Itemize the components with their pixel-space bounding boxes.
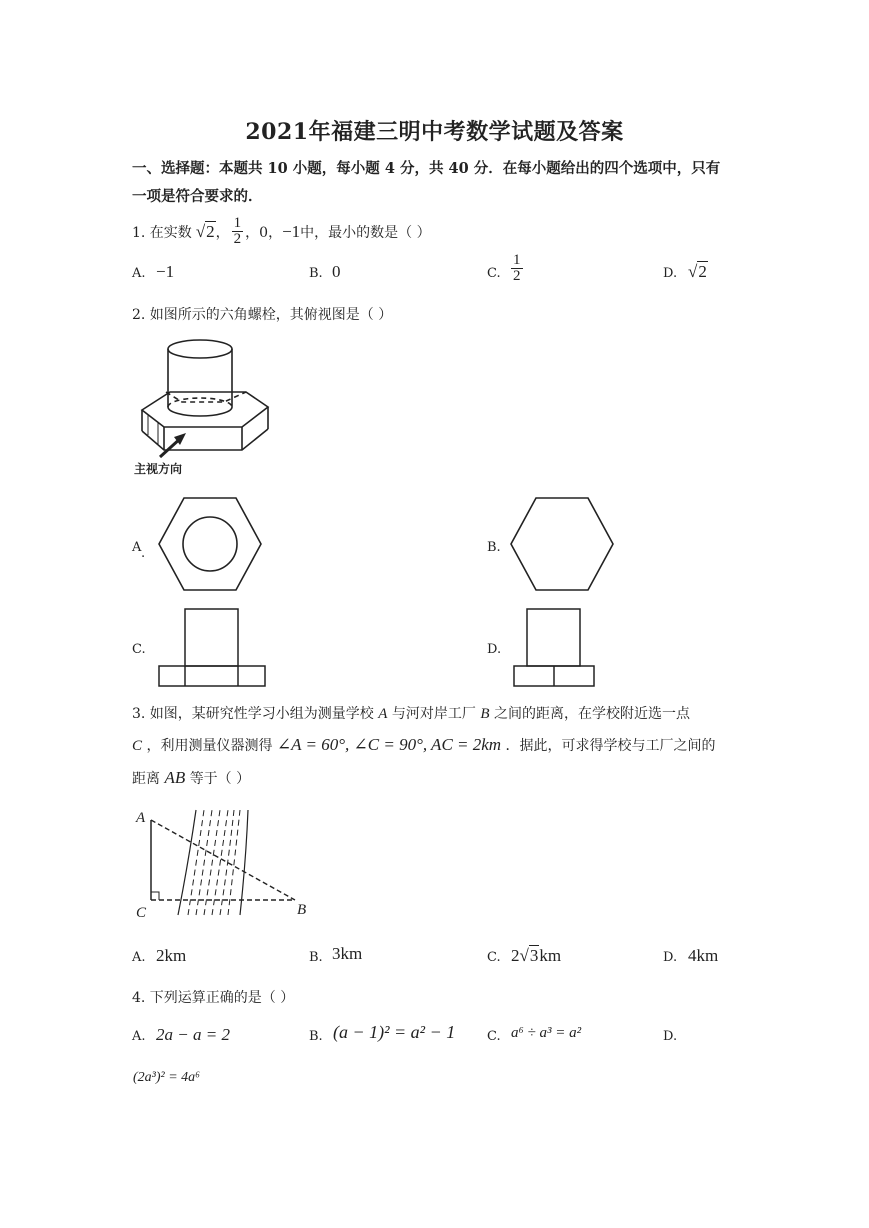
q2-option-b-label: B. bbox=[487, 540, 501, 555]
q2-option-d-front-view-two-blocks bbox=[512, 607, 598, 689]
q3-option-d-label: D. bbox=[663, 950, 678, 965]
q4-option-b-label: B. bbox=[309, 1029, 323, 1044]
q1-option-b-value: 0 bbox=[332, 262, 341, 281]
q2-option-c-label: C. bbox=[132, 642, 146, 657]
q1-option-a-label: A. bbox=[132, 266, 146, 281]
q1-sqrt-arg: 2 bbox=[206, 221, 215, 241]
q3-text-g: 等于（ ） bbox=[189, 771, 251, 787]
question-2-stem: 2. 如图所示的六角螺栓，其俯视图是（ ） bbox=[132, 307, 393, 323]
q3-option-a-value: 2km bbox=[156, 946, 187, 965]
q3-c-unit: km bbox=[539, 946, 562, 965]
q3-text-e: ．据此，可求得学校与工厂之间的 bbox=[505, 738, 716, 754]
q1-option-a-value: −1 bbox=[156, 262, 175, 281]
q3-var-a: A bbox=[378, 706, 388, 722]
q3-var-ab: AB bbox=[164, 768, 186, 787]
q1-frac-den: 2 bbox=[233, 231, 242, 247]
q1-option-c-fraction bbox=[511, 253, 523, 284]
q1-option-b-label: B. bbox=[309, 266, 323, 281]
bolt-cylinder-top bbox=[168, 340, 232, 358]
q1-frac-num: 1 bbox=[233, 215, 242, 231]
q3-c-radicand: 3 bbox=[529, 946, 539, 965]
q3-option-b-value: 3km bbox=[332, 944, 363, 963]
q3-option-c-value: 2√3km bbox=[511, 946, 562, 965]
q3-text-d: ，利用测量仪器测得 bbox=[146, 738, 273, 754]
q2-option-d-label: D. bbox=[487, 642, 502, 657]
section-header-line1: 一、选择题：本题共 10 小题，每小题 4 分，共 40 分．在每小题给出的四个选项中，只有 bbox=[132, 160, 721, 177]
question-3-line1 bbox=[132, 703, 690, 723]
q1-c-num: 1 bbox=[513, 252, 521, 268]
question-1-stem bbox=[132, 216, 431, 247]
q4-option-d-label: D. bbox=[663, 1029, 678, 1044]
q3-text-b: 与河对岸工厂 bbox=[391, 706, 476, 722]
question-4-stem: 4. 下列运算正确的是（ ） bbox=[132, 990, 295, 1006]
q1-option-c-value bbox=[511, 253, 523, 284]
q3-text-f: 距离 bbox=[132, 771, 160, 787]
q3-text-a: 3. 如图，某研究性学习小组为测量学校 bbox=[132, 706, 374, 722]
q1-suffix: 中，最小的数是（ ） bbox=[300, 224, 431, 241]
view-direction-label: 主视方向 bbox=[134, 462, 183, 476]
q4-option-d-value: (2a³)² = 4a⁶ bbox=[133, 1070, 201, 1085]
q3-option-b-label: B. bbox=[309, 950, 323, 965]
q1-sqrt: √2 bbox=[195, 221, 215, 241]
q2-option-b-hexagon bbox=[507, 496, 617, 593]
q2-option-a-label: A bbox=[132, 540, 142, 555]
page-title: 2021年福建三明中考数学试题及答案 bbox=[245, 119, 624, 145]
question-3-line3 bbox=[132, 768, 250, 788]
q1-fraction bbox=[232, 216, 244, 247]
q1-c-den: 2 bbox=[513, 268, 521, 284]
q3-given-conditions: ∠A = 60°, ∠C = 90°, AC = 2km bbox=[276, 735, 502, 754]
q3-var-b: B bbox=[480, 706, 490, 722]
q3-option-d-value: 4km bbox=[688, 946, 719, 965]
q1-prefix: 1. 在实数 bbox=[132, 224, 192, 241]
q1-d-sqrt-arg: 2 bbox=[698, 262, 707, 281]
q2-option-a-hexagon-with-circle bbox=[155, 496, 265, 593]
q1-option-c-label: C. bbox=[487, 266, 501, 281]
q3-option-c-label: C. bbox=[487, 950, 501, 965]
q4-option-a-label: A. bbox=[132, 1029, 146, 1044]
q3-c-coef: 2 bbox=[511, 946, 520, 965]
q4-option-c-label: C. bbox=[487, 1029, 501, 1044]
figure-label-a: A bbox=[136, 810, 146, 826]
q4-option-a-value: 2a − a = 2 bbox=[156, 1025, 230, 1044]
q1-sep1: ， bbox=[215, 224, 230, 241]
q1-option-d-value: √2 bbox=[688, 262, 707, 281]
section-header-line2: 一项是符合要求的． bbox=[132, 188, 263, 205]
q3-text-c: 之间的距离，在学校附近选一点 bbox=[493, 706, 690, 722]
q3-option-a-label: A. bbox=[132, 950, 146, 965]
figure-label-b: B bbox=[297, 902, 307, 918]
figure-label-c: C bbox=[136, 905, 147, 921]
question-3-line2 bbox=[132, 735, 716, 755]
q3-var-c: C bbox=[132, 738, 143, 754]
q1-sep2: ，0， bbox=[245, 224, 283, 241]
q4-option-b-value: (a − 1)² = a² − 1 bbox=[333, 1022, 456, 1042]
q2-option-a-dot: . bbox=[141, 546, 146, 561]
q2-option-c-front-view-three-blocks bbox=[157, 607, 269, 689]
q1-neg-one: −1 bbox=[282, 221, 301, 241]
river-triangle-figure bbox=[130, 805, 320, 923]
q4-option-c-value: a⁶ ÷ a³ = a² bbox=[511, 1025, 582, 1041]
q1-option-d-label: D. bbox=[663, 266, 678, 281]
bolt-hex-top bbox=[142, 392, 268, 427]
hex-bolt-figure bbox=[130, 335, 290, 480]
